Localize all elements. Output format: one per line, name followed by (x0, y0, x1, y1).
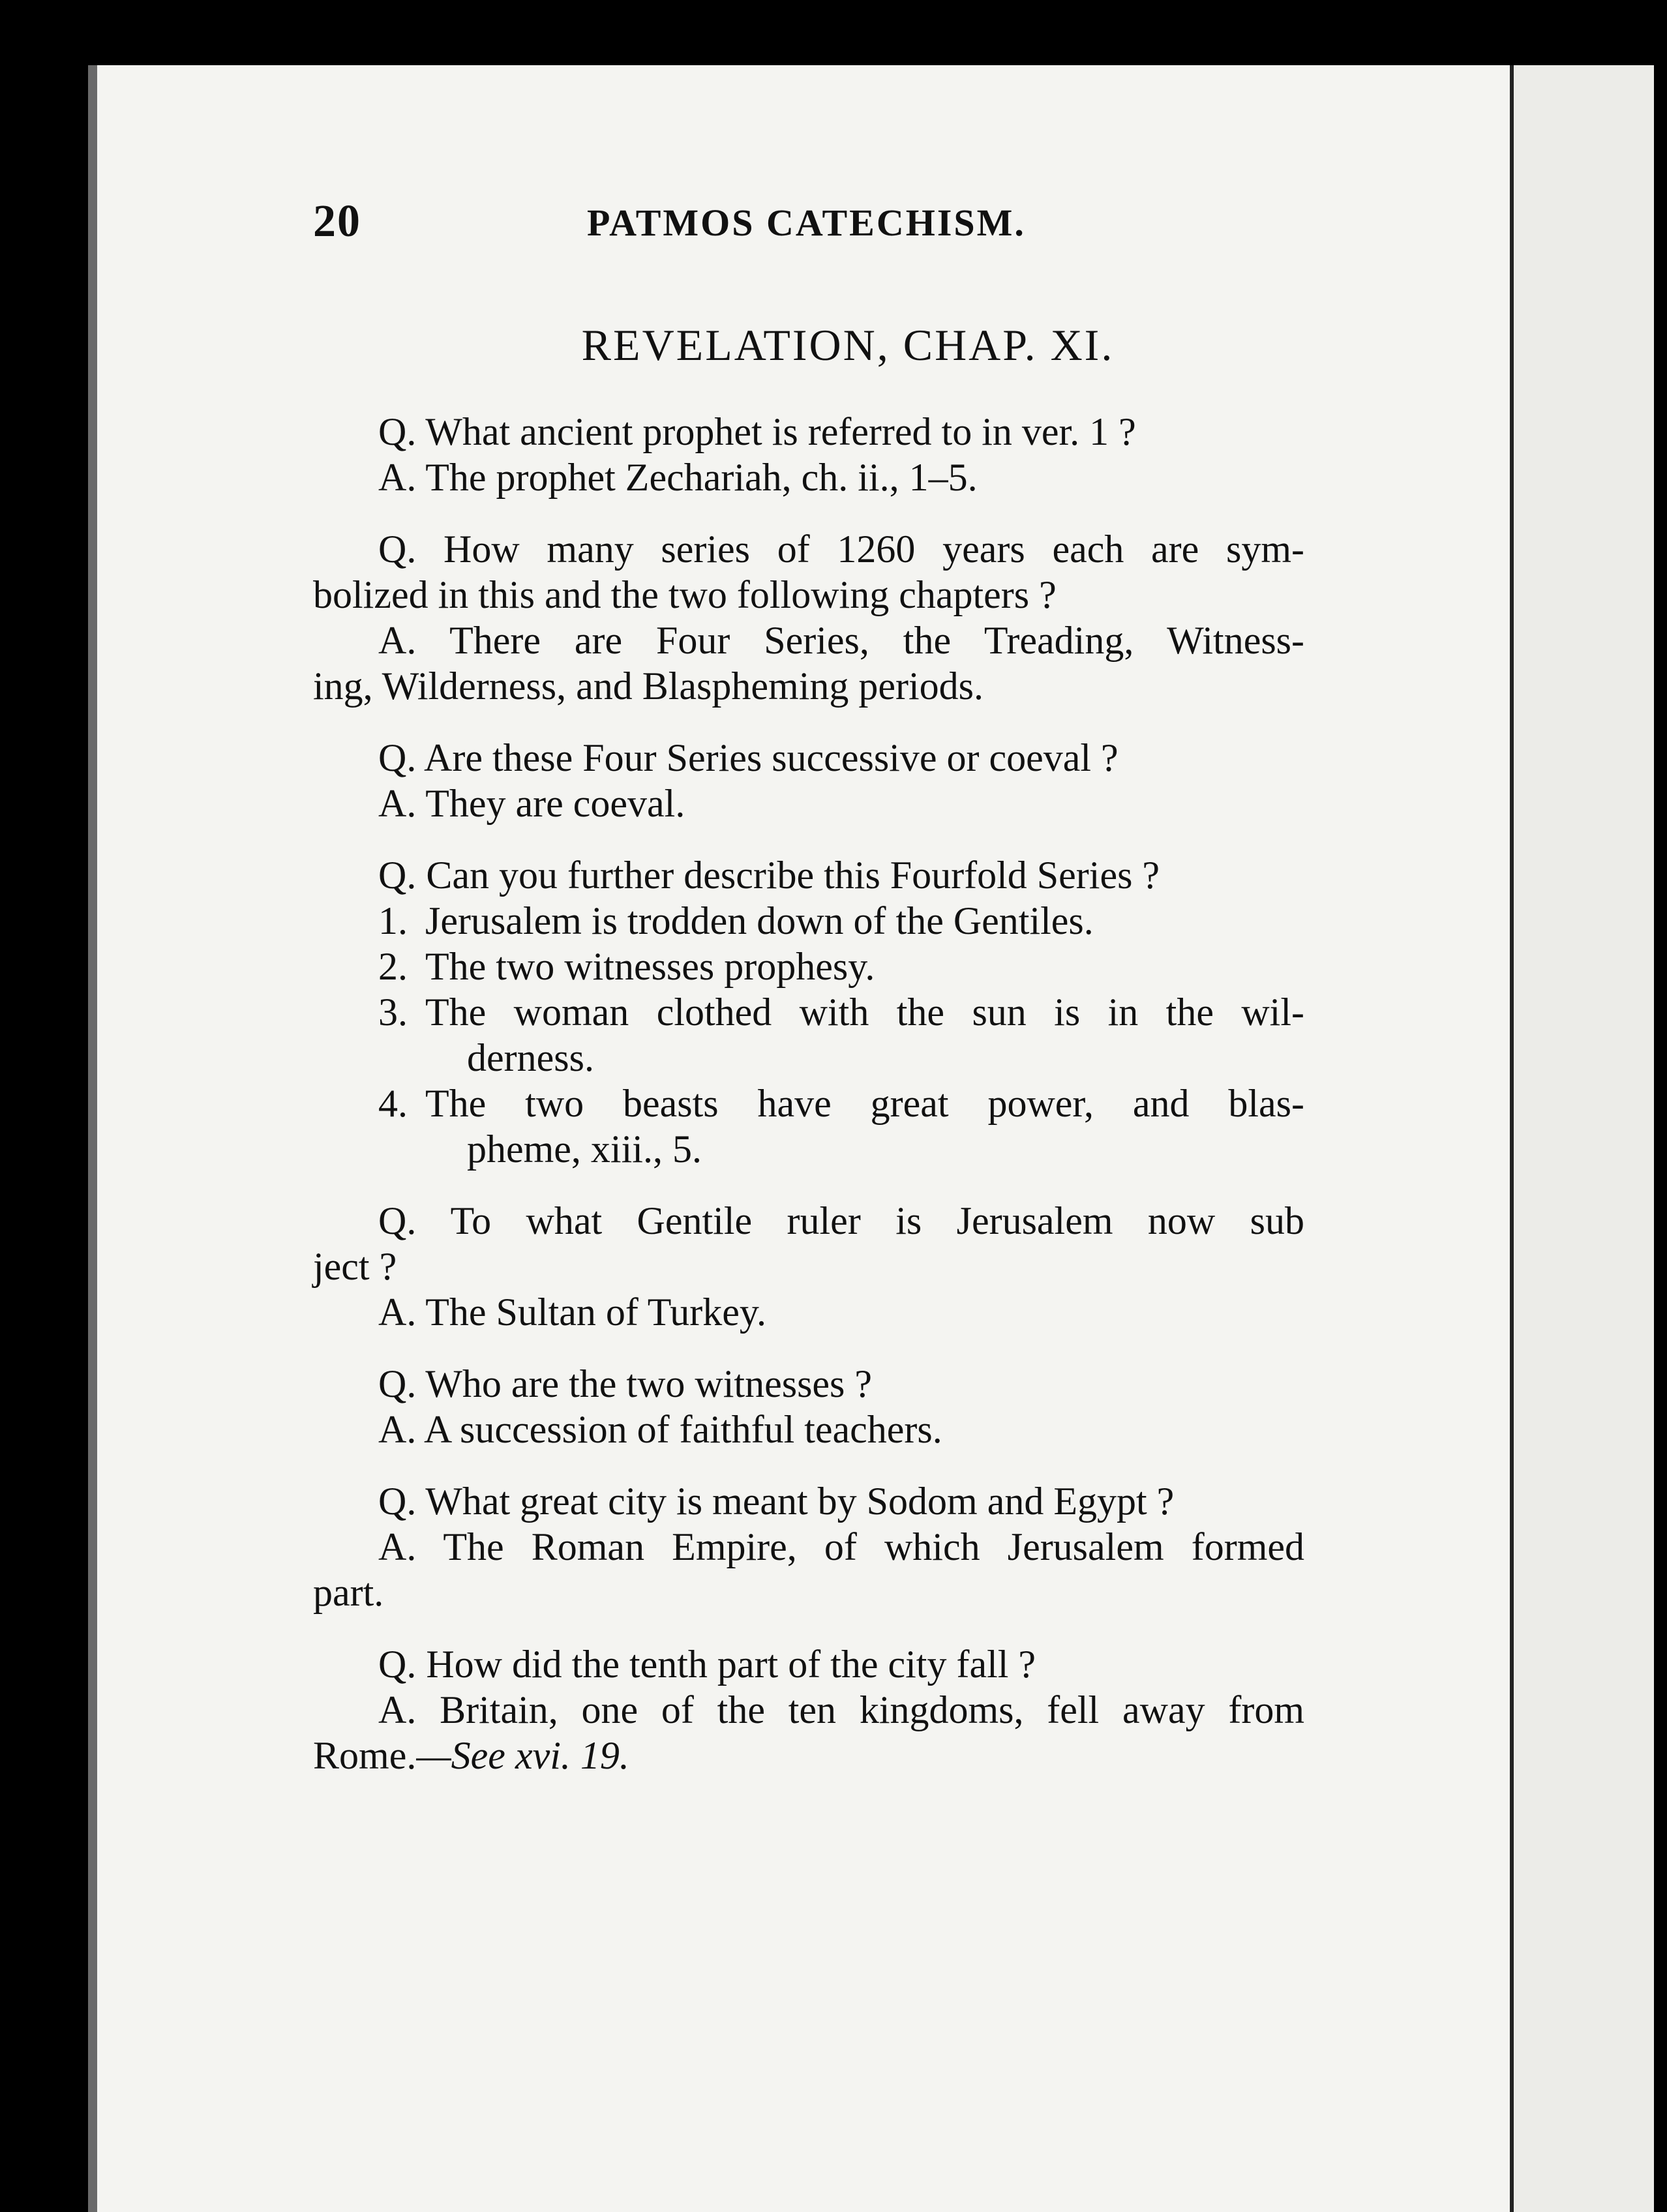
qa-block (313, 735, 1304, 826)
question-line: ject ? (313, 1245, 397, 1288)
qa-block (313, 1478, 1304, 1615)
list-item-line: The two beasts have great power, and blas- (425, 1082, 1304, 1125)
qa-list (313, 409, 1304, 1778)
scripture-citation: —See xvi. 19. (416, 1734, 629, 1777)
answer-line: A. The Roman Empire, of which Jerusalem formed (378, 1525, 1304, 1568)
numbered-list (313, 898, 1304, 1172)
question-line: Q. Can you further describe this Fourfold Series ? (378, 854, 1160, 897)
chapter-title: REVELATION, CHAP. XI. (581, 320, 1115, 370)
running-title: PATMOS CATECHISM. (587, 202, 1026, 244)
answer-line: A. A succession of faithful teachers. (378, 1408, 942, 1451)
qa-block (313, 526, 1304, 709)
list-item-number: 2. (378, 945, 408, 988)
list-item-line: Jerusalem is trodden down of the Gentiles. (425, 899, 1094, 942)
list-item-number: 1. (378, 899, 408, 942)
page-number: 20 (313, 196, 361, 247)
list-item (313, 898, 1304, 944)
question-line: Q. What great city is meant by Sodom and Egypt ? (378, 1480, 1175, 1523)
answer-line: A. There are Four Series, the Treading, Witness- (378, 619, 1304, 662)
list-item (313, 989, 1304, 1081)
question-line: bolized in this and the two following chapters ? (313, 573, 1057, 616)
answer-line: ing, Wilderness, and Blaspheming periods. (313, 665, 984, 708)
qa-block (313, 409, 1304, 500)
question-line: Q. Are these Four Series successive or coeval ? (378, 736, 1119, 779)
qa-block (313, 852, 1304, 1172)
answer-line: part. (313, 1571, 384, 1614)
answer-line: A. The prophet Zechariah, ch. ii., 1–5. (378, 456, 978, 499)
list-item (313, 1081, 1304, 1172)
question-line: Q. To what Gentile ruler is Jerusalem now sub (378, 1199, 1304, 1242)
qa-block (313, 1361, 1304, 1452)
question-line: Q. How did the tenth part of the city fall ? (378, 1643, 1036, 1686)
list-item-line: pheme, xiii., 5. (467, 1128, 702, 1171)
list-item (313, 944, 1304, 989)
question-line: Q. How many series of 1260 years each are sym- (378, 528, 1304, 571)
page-edge (1510, 65, 1654, 2212)
list-item-number: 3. (378, 991, 408, 1034)
qa-block (313, 1198, 1304, 1335)
answer-line: Rome.—See xvi. 19. (313, 1734, 629, 1777)
list-item-line: The two witnesses prophesy. (425, 945, 875, 988)
list-item-line: The woman clothed with the sun is in the wil- (425, 991, 1304, 1034)
list-item-number: 4. (378, 1082, 408, 1125)
answer-line: A. Britain, one of the ten kingdoms, fell away from (378, 1688, 1304, 1731)
running-head (313, 196, 1304, 248)
answer-line: A. They are coeval. (378, 782, 685, 825)
question-line: Q. Who are the two witnesses ? (378, 1362, 873, 1405)
qa-block (313, 1641, 1304, 1778)
page-content (313, 196, 1304, 1778)
question-line: Q. What ancient prophet is referred to in ver. 1 ? (378, 410, 1136, 453)
list-item-line: derness. (467, 1036, 594, 1079)
answer-line: A. The Sultan of Turkey. (378, 1291, 767, 1334)
